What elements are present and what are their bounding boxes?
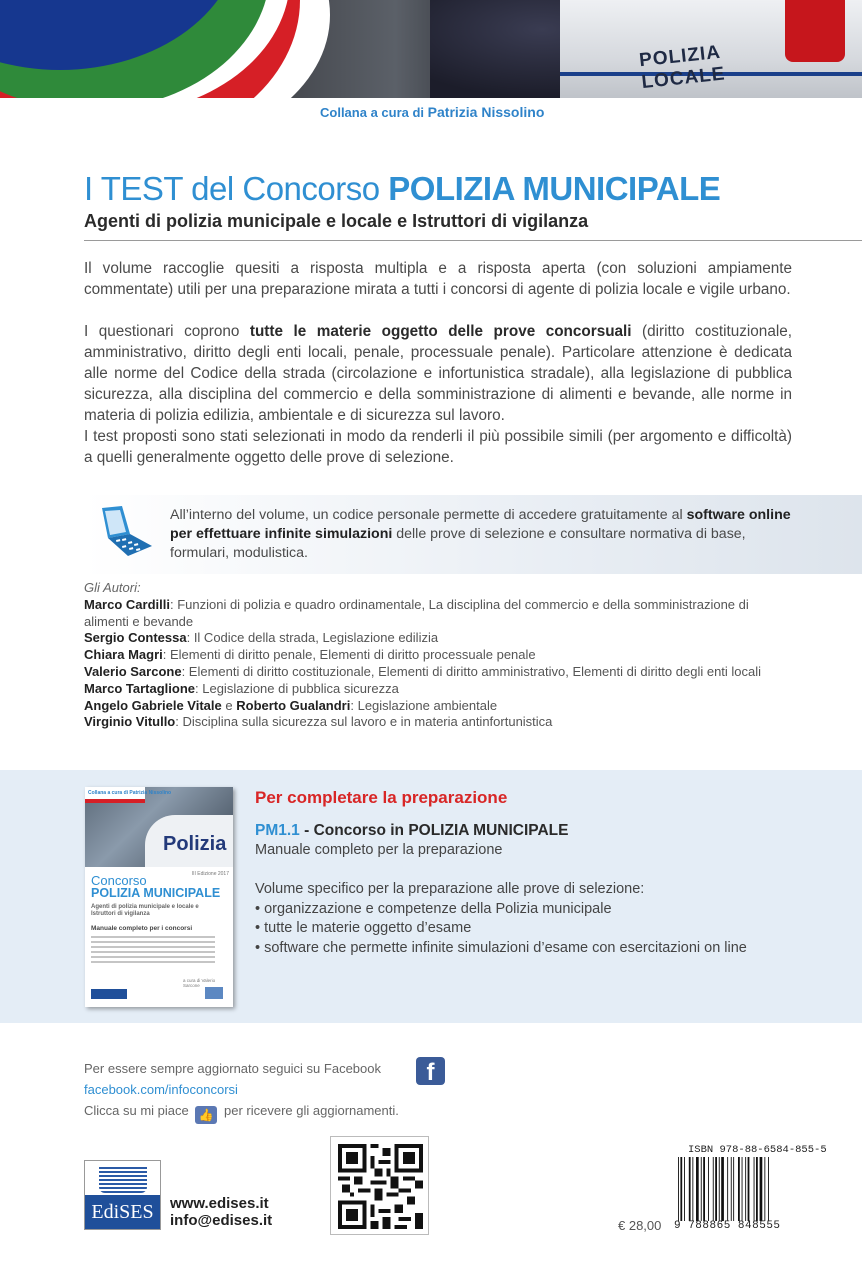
barcode-bar	[696, 1157, 699, 1221]
title-divider	[84, 240, 862, 241]
author-entry: Chiara Magri: Elementi di diritto penale, Elementi di diritto processuale penale	[84, 647, 536, 663]
companion-code: PM1.1	[255, 822, 300, 839]
barcode-bar	[748, 1157, 750, 1221]
cover-edition: III Edizione 2017	[191, 871, 229, 877]
description	[84, 258, 792, 489]
barcode-bar	[756, 1157, 758, 1221]
laptop-icon	[92, 506, 154, 558]
software-highlight: software online per effettuare infinite simulazioni	[170, 507, 791, 542]
cover-curator: Collana a cura di Patrizia Nissolino	[88, 790, 172, 796]
barcode-bar	[760, 1157, 763, 1221]
isbn: ISBN 978-88-6584-855-5	[688, 1144, 827, 1156]
curator-prefix: Collana a cura di	[320, 105, 425, 120]
barcode-bar	[708, 1157, 709, 1221]
barcode-bar	[721, 1157, 724, 1221]
barcode-bar	[745, 1157, 746, 1221]
companion-description: Volume specifico per la preparazione alle prove di selezione: • organizzazione e competenze della Polizia municipale • tutte le materie oggetto d’esame • software che permette infinite simulazioni d’esame con esercitazioni on line	[255, 880, 747, 958]
barcode-bar	[727, 1157, 728, 1221]
companion-book-cover[interactable]	[85, 787, 233, 1007]
barcode-bar	[764, 1157, 765, 1221]
description-paragraph-2: I questionari coprono tutte le materie oggetto delle prove concorsuali (diritto costituzionale, amministrativo, diritto degli enti locali, penale, processuale penale). Particolare attenzione è dedicata alle norme del Codice della strada (circolazione e infortunistica stradale), alla legislazione di pubblica sicurezza, alla disciplina del commercio e della somministrazione di alimenti e bevande, alle norme in materia di polizia edilizia, ambientale e di sicurezza sul lavoro.	[84, 323, 792, 424]
cover-text-lines	[91, 936, 215, 966]
cover-title-2: POLIZIA MUNICIPALE	[91, 886, 221, 900]
barcode-bar	[684, 1157, 685, 1221]
barcode-bar	[731, 1157, 732, 1221]
book-title	[84, 170, 720, 208]
list-item: • organizzazione e competenze della Polizia municipale	[255, 900, 612, 917]
barcode-bar	[678, 1157, 679, 1221]
series-curator	[320, 104, 544, 120]
author-entry: Virginio Vitullo: Disciplina sulla sicurezza sul lavoro e in materia antinfortunistica	[84, 714, 553, 730]
authors-label: Gli Autori:	[84, 580, 141, 595]
materie-highlight: tutte le materie oggetto delle prove concorsuali	[249, 323, 632, 340]
police-photo	[240, 0, 862, 98]
car-light	[785, 0, 845, 62]
publisher-logo-text: EdiSES	[85, 1195, 160, 1229]
qr-code-icon	[338, 1144, 423, 1229]
facebook-link[interactable]: facebook.com/infoconcorsi	[84, 1082, 238, 1097]
barcode-bar	[701, 1157, 702, 1221]
facebook-line: Per essere sempre aggiornato seguici su Facebook	[84, 1061, 381, 1076]
barcode-bar	[680, 1157, 682, 1221]
publisher-contacts	[170, 1195, 272, 1229]
publisher-logo	[84, 1160, 161, 1230]
authors-list	[84, 580, 784, 731]
author-entry: Marco Cardilli: Funzioni di polizia e quadro ordinamentale, La disciplina del commercio e della somministrazione di alimenti e bevande	[84, 596, 749, 629]
barcode-bar	[703, 1157, 705, 1221]
police-car-lettering: POLIZIA LOCALE	[638, 41, 727, 94]
barcode-bar	[733, 1157, 734, 1221]
list-item: • software che permette infinite simulazioni d’esame con esercitazioni on line	[255, 939, 747, 956]
barcode-digits: 9 788865 848555	[674, 1220, 781, 1232]
email-link[interactable]: info@edises.it	[170, 1212, 273, 1229]
description-paragraph-3: I test proposti sono stati selezionati in modo da renderli il più possibile simili (per argomento e difficoltà) a quelli generalmente oggetto delle prove di selezione.	[84, 428, 792, 466]
author-entry: Angelo Gabriele Vitale e Roberto Gualandri: Legislazione ambientale	[84, 697, 498, 713]
barcode-bar	[692, 1157, 693, 1221]
title-light: I TEST del Concorso	[84, 170, 380, 207]
cover-manual: Manuale completo per i concorsi	[91, 925, 193, 932]
book-icon	[99, 1167, 147, 1193]
curator-name: Patrizia Nissolino	[427, 104, 545, 120]
barcode-bar	[754, 1157, 755, 1221]
barcode-bar	[719, 1157, 720, 1221]
author-entry: Sergio Contessa: Il Codice della strada, Legislazione edilizia	[84, 630, 439, 646]
barcode-bar	[768, 1157, 769, 1221]
companion-manual: Manuale completo per la preparazione	[255, 842, 503, 858]
price: € 28,00	[618, 1218, 662, 1233]
thumbs-up-icon: 👍	[195, 1106, 217, 1124]
facebook-icon[interactable]: f	[416, 1057, 445, 1085]
companion-title: PM1.1 - Concorso in POLIZIA MUNICIPALE	[255, 822, 569, 839]
header-banner	[0, 0, 862, 98]
cover-publisher-logo	[91, 989, 127, 999]
cover-title-1: Concorso	[91, 873, 147, 888]
website-link[interactable]: www.edises.it	[170, 1195, 269, 1212]
cover-subtitle: Agenti di polizia municipale e locale e Istruttori di vigilanza	[91, 904, 199, 917]
barcode-bar	[713, 1157, 714, 1221]
preparation-heading: Per completare la preparazione	[255, 788, 508, 807]
title-bold: POLIZIA MUNICIPALE	[388, 170, 721, 207]
description-paragraph-1: Il volume raccoglie quesiti a risposta multipla e a risposta aperta (con soluzioni ampiamente commentate) utili per una preparazione mirata a tutti i concorsi di agente di polizia locale e vigile urbano.	[84, 260, 792, 298]
barcode-bar	[742, 1157, 743, 1221]
author-entry: Marco Tartaglione: Legislazione di pubblica sicurezza	[84, 680, 399, 696]
barcode	[676, 1157, 800, 1221]
barcode-bar	[689, 1157, 691, 1221]
cover-software-badge	[205, 987, 223, 999]
book-subtitle: Agenti di polizia municipale e locale e Istruttori di vigilanza	[84, 211, 589, 231]
software-text: All’interno del volume, un codice personale permette di accedere gratuitamente al software online per effettuare infinite simulazioni delle prove di selezione e consultare normativa di base, formulari, modulistica.	[170, 507, 791, 561]
cover-edited-by: a cura di Valerio Sarcone	[183, 978, 216, 988]
like-line: Clicca su mi piace 👍 per ricevere gli aggiornamenti.	[84, 1103, 399, 1122]
qr-code[interactable]	[330, 1136, 429, 1235]
barcode-bar	[715, 1157, 717, 1221]
cover-car: Polizia	[145, 815, 233, 867]
list-item: • tutte le materie oggetto d’esame	[255, 920, 472, 936]
author-entry: Valerio Sarcone: Elementi di diritto costituzionale, Elementi di diritto amministrativo, Elementi di diritto degli enti locali	[84, 663, 762, 679]
barcode-bar	[738, 1157, 740, 1221]
